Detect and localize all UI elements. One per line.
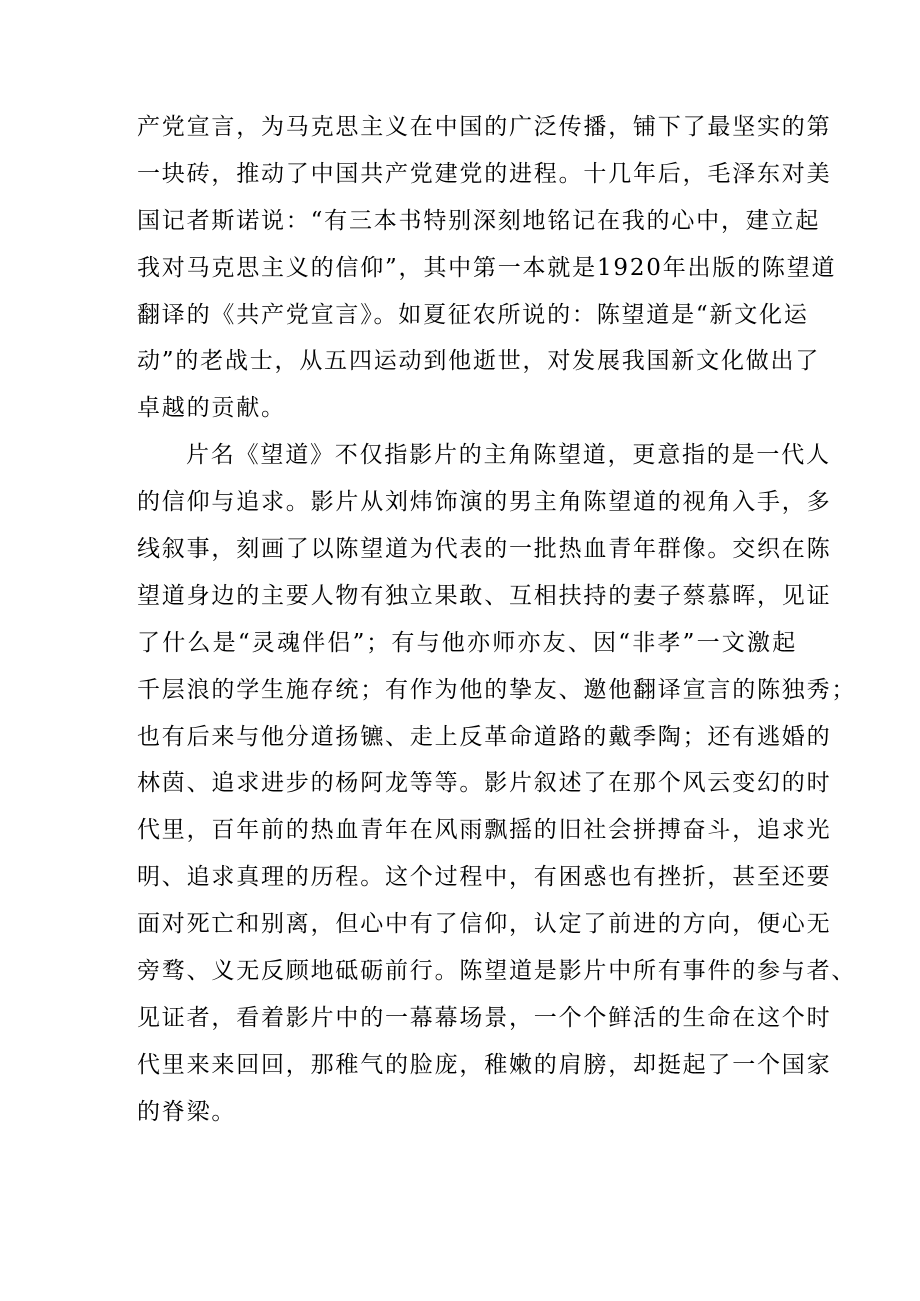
paragraph-2: [137, 432, 857, 1135]
text-line: 翻译的《共产党宣言》。如夏征农所说的：陈望道是“新文化运: [137, 301, 809, 328]
text-line: 的信仰与追求。影片从刘炜饰演的男主角陈望道的视角入手，多: [137, 489, 832, 516]
text-line: 片名《望道》不仅指影片的主角陈望道，更意指的是一代人: [186, 442, 831, 469]
text-line: 一块砖，推动了中国共产党建党的进程。十几年后，毛泽东对美: [137, 160, 832, 187]
text-line: 代里，百年前的热血青年在风雨飘摇的旧社会拼搏奋斗，追求光: [137, 817, 832, 844]
paragraph-1: [137, 104, 837, 432]
text-line: 面对死亡和别离，但心中有了信仰，认定了前进的方向，便心无: [137, 911, 832, 938]
text-line: 国记者斯诺说：“有三本书特别深刻地铭记在我的心中，建立起: [137, 207, 821, 234]
text-line: 动”的老战士，从五四运动到他逝世，对发展我国新文化做出了: [137, 348, 821, 375]
body-text: [137, 104, 857, 1136]
text-line: 也有后来与他分道扬镳、走上反革命道路的戴季陶；还有逃婚的: [137, 723, 832, 750]
text-line: 我对马克思主义的信仰”，其中第一本就是1920年出版的陈望道: [137, 254, 837, 281]
text-line: 了什么是“灵魂伴侣”；有与他亦师亦友、因“非孝”一文激起: [137, 629, 797, 656]
text-line: 代里来来回回，那稚气的脸庞，稚嫩的肩膀，却挺起了一个国家: [137, 1051, 832, 1078]
text-line: 明、追求真理的历程。这个过程中，有困惑也有挫折，甚至还要: [137, 864, 832, 891]
text-line: 的脊梁。: [137, 1098, 237, 1125]
text-line: 线叙事，刻画了以陈望道为代表的一批热血青年群像。交织在陈: [137, 536, 832, 563]
text-line: 卓越的贡献。: [137, 395, 286, 422]
text-line: 林茵、追求进步的杨阿龙等等。影片叙述了在那个风云变幻的时: [137, 770, 832, 797]
text-line: 产党宣言，为马克思主义在中国的广泛传播，铺下了最坚实的第: [137, 114, 832, 140]
text-line: 旁骛、义无反顾地砥砺前行。陈望道是影片中所有事件的参与者、: [137, 958, 857, 985]
text-line: 千层浪的学生施存统；有作为他的挚友、邀他翻译宣言的陈独秀；: [137, 676, 857, 703]
text-line: 见证者，看着影片中的一幕幕场景，一个个鲜活的生命在这个时: [137, 1004, 832, 1031]
text-line: 望道身边的主要人物有独立果敢、互相扶持的妻子蔡慕晖，见证: [137, 582, 832, 609]
